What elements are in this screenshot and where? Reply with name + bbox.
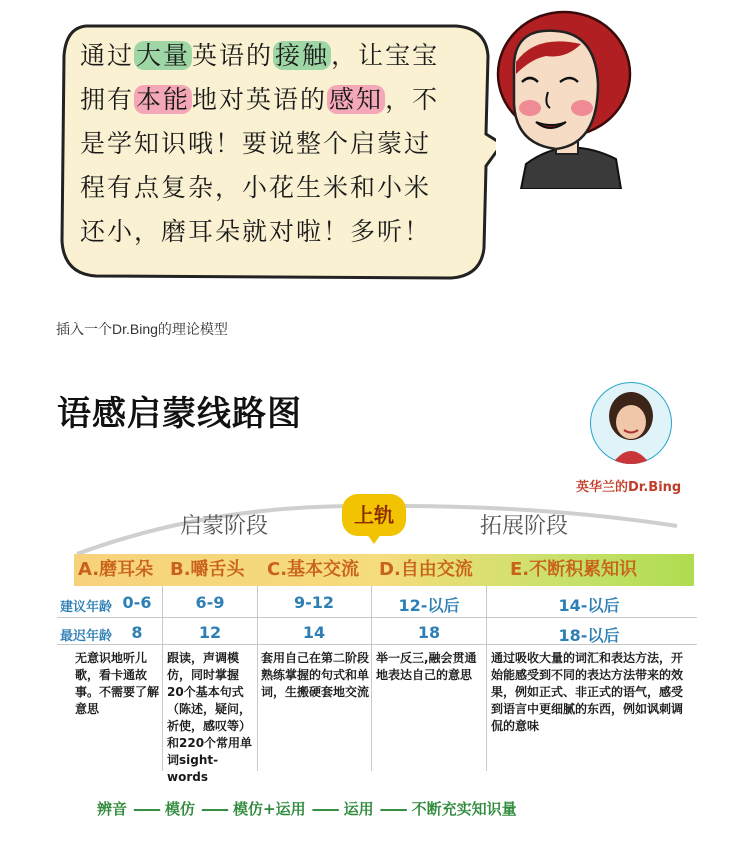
progression-step-4: 运用 [343,800,374,818]
column-divider [371,586,372,771]
highlight-pink: 本能 [136,85,191,114]
stage-header-row [74,554,694,586]
bubble-line-3: 是学知识哦！要说整个启蒙过 [80,129,432,158]
marker-tail [364,530,384,544]
description-e: 通过吸收大量的词汇和表达方法，开始能感受到不同的表达方法带来的效果，例如正式、非正式的语气，感受到语言中更细腻的东西，例如讽刺调侃的意味 [491,651,684,733]
bubble-text [80,34,475,254]
latest-age-e: 18-以后 [558,626,620,645]
column-divider [257,586,258,771]
cartoon-woman-illustration [486,4,636,189]
column-divider [162,586,163,771]
bubble-segment: 通过 [80,41,135,70]
stage-d: D.自由交流 [379,559,473,580]
stage-e: E.不断积累知识 [510,559,638,580]
stage-left-label: 启蒙阶段 [180,514,269,539]
arrow-dash: —— [379,800,406,818]
column-divider [486,586,487,771]
bubble-line-4: 程有点复杂，小花生米和小米 [80,173,432,202]
latest-age-a: 8 [131,623,143,642]
progression-step-2: 模仿 [165,800,196,818]
suggested-age-b: 6-9 [195,593,225,612]
arrow-dash: —— [201,800,228,818]
latest-age-b: 12 [198,623,222,642]
suggested-age-a: 0-6 [122,593,152,612]
bubble-segment: ，让宝宝 [331,41,440,70]
on-track-marker: 上轨 [342,494,406,536]
stage-c: C.基本交流 [267,559,360,580]
stage-b: B.嚼舌头 [170,559,245,580]
bubble-segment: 地对英语的 [192,85,328,114]
latest-age-label: 最迟年龄 [60,629,113,644]
suggested-age-label: 建议年龄 [60,600,113,615]
progression-step-5: 不断充实知识量 [411,800,517,818]
bubble-segment: 英语的 [192,41,274,70]
bubble-line-5: 还小，磨耳朵就对啦！多听！ [80,217,432,246]
bubble-line-2 [80,78,475,122]
description-b: 跟读，声调模仿，同时掌握20个基本句式（陈述，疑问，祈使，感叹等）和220个常用单词sight- words [167,651,253,784]
bubble-segment: ，不 [385,85,440,114]
bubble-line-1 [80,34,475,78]
progression-step-3: 模仿+运用 [233,800,306,818]
suggested-age-c: 9-12 [293,593,335,612]
comic-panel [0,0,742,310]
stage-a: A.磨耳朵 [78,559,154,580]
dr-bing-avatar [590,382,672,464]
portrait-icon [590,382,672,464]
stage-right-label: 拓展阶段 [480,514,569,539]
latest-age-c: 14 [302,623,326,642]
description-c: 套用自己在第二阶段熟练掌握的句式和单词，生搬硬套地交流 [261,651,370,699]
author-label: 英华兰的Dr.Bing [576,480,682,495]
highlight-pink: 感知 [329,85,384,114]
description-d: 举一反三,融会贯通地表达自己的意思 [376,651,477,682]
progression-step-1: 辨音 [97,800,128,818]
infographic-title: 语感启蒙线路图 [57,394,302,434]
description-a: 无意识地听儿歌，看卡通故事。不需要了解意思 [75,651,160,716]
arrow-dash: —— [133,800,160,818]
highlight-green: 接触 [275,41,330,70]
language-sense-roadmap [57,366,697,838]
arrow-dash: —— [311,800,338,818]
bubble-segment: 拥有 [80,85,135,114]
caption-text: 插入一个Dr.Bing的理论模型 [56,321,228,337]
highlight-green: 大量 [136,41,191,70]
suggested-age-e: 14-以后 [558,596,620,615]
suggested-age-d: 12-以后 [398,596,460,615]
row-divider [57,617,697,618]
progression-line [97,798,517,819]
latest-age-d: 18 [417,623,441,642]
